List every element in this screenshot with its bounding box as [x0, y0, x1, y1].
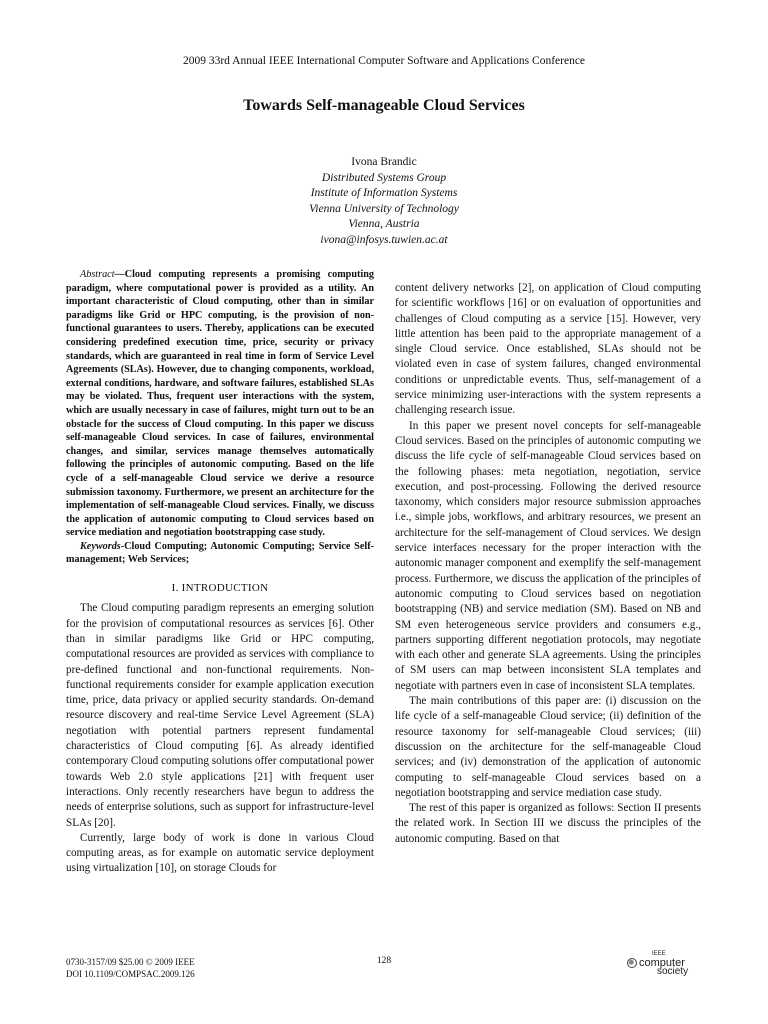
- abstract-text: —Cloud computing represents a promising computing paradigm, where computational power is provided as a utility. An important characteristic of Cloud computing, other than in similar paradigms like Grid or HPC computing, is the provision of non-functional guarantees to users. Thereby, applications can be executed considering predefined execution time, price, security or privacy standards, which are guaranteed in real time in form of Service Level Agreements (SLAs). However, due to changing components, workload, external conditions, hardware, and software failures, established SLAs may be violated. Thus, frequent user interactions with the system, which are usually necessary in case of failures, might turn out to be an obstacle for the success of Cloud computing. In this paper we discuss self-manageable Cloud services. In case of failures, environmental changes, and similar, services manage themselves automatically following the principles of autonomic computing. Based on the life cycle of a self-manageable Cloud service we derive a resource submission taxonomy. Furthermore, we present an architecture for the implementation of self-manageable Cloud services. Finally, we discuss the application of autonomic computing to Cloud services based on service mediation and negotiation bootstrapping case study.: [66, 269, 374, 539]
- author-name: Ivona Brandic: [351, 156, 417, 168]
- author-city: Vienna, Austria: [348, 218, 420, 230]
- right-paragraph-3: The main contributions of this paper are: (i) discussion on the life cycle of a self-manageable Cloud service; (ii) definition of the resource taxonomy for self-manageable Cloud services; (iii) discussion on the architecture for the self-manageable Cloud services; and (iv) demonstration of the application of autonomic computing to self-manageable Cloud services based on a negotiation bootstrapping and service mediation case study.: [395, 695, 701, 799]
- author-block: [0, 155, 768, 248]
- computer-society-logo: [627, 951, 707, 981]
- logo-computer-text: computer: [639, 957, 685, 969]
- right-paragraph-2: In this paper we present novel concepts for self-manageable Cloud services. Based on the principles of autonomic computing we discuss the life cycle of self-manageable Cloud services based on the following phases: meta negotiation, negotiation, service execution, and post-processing. Following the derived resource taxonomy, which considers major resource submission approaches i.e., simple jobs, workflows, and arbitrary resources, we present an architecture for the self-management of Cloud services. We design service interfaces necessary for the proper interaction with the autonomic manager component and exemplify the self-management process. Furthermore, we discuss the application of the principles of autonomic computing to Cloud services based on negotiation bootstrapping (NB) and service mediation (SM). Based on NB and SM even heterogeneous service providers and consumers e.g., partners supporting different negotiation protocols, may negotiate with each other and generate SLA agreements. Using the principles of SM users can map between inconsistent SLA templates and negotiate with partners even in case of inconsistent SLA templates.: [395, 419, 701, 692]
- keywords-text: -Cloud Computing; Autonomic Computing; Service Self-management; Web Services;: [66, 540, 374, 566]
- logo-society-text: society: [657, 966, 689, 977]
- author-email: ivona@infosys.tuwien.ac.at: [320, 233, 448, 246]
- doi-line: DOI 10.1109/COMPSAC.2009.126: [66, 969, 195, 979]
- intro-paragraph-1: The Cloud computing paradigm represents an emerging solution for the provision of computational resources as services [6]. Other than in similar paradigms like Grid or HPC computing, computational resources are provided as services with compliance to pre-defined functional and non-functional requirements. Non-functional requirements consider for example application execution time, price, data privacy or applied security standards. On-demand resource discovery and real-time Service Level Agreement (SLA) negotiation with potential partners represent fundamental characteristics of Cloud computing [6]. As already identified contemporary Cloud computing solutions offer computational power towards Web 2.0 style applications [21] with frequent user interactions. Only recently researchers have begun to address the needs of enterprise solutions, such as support for infrastructure-level SLAs [20].: [66, 602, 375, 829]
- section-heading: I. INTRODUCTION: [171, 582, 269, 595]
- conference-line: 2009 33rd Annual IEEE International Computer Software and Applications Conference: [182, 55, 586, 67]
- abstract: [66, 268, 374, 540]
- abstract-lead: Abstract: [80, 269, 115, 280]
- author-institute: Institute of Information Systems: [310, 187, 458, 199]
- right-paragraph-4: The rest of this paper is organized as follows: Section II presents the related work. In Section III we discuss the principles of the autonomic computing. Based on that: [395, 802, 701, 845]
- keywords-lead: Keywords: [80, 540, 121, 552]
- logo-ieee-text: IEEE: [652, 951, 666, 957]
- left-column: [66, 268, 374, 877]
- author-university: Vienna University of Technology: [309, 202, 459, 215]
- paper-title: Towards Self-manageable Cloud Services: [243, 97, 525, 114]
- copyright-line: 0730-3157/09 $25.00 © 2009 IEEE: [66, 957, 195, 967]
- page-number: 128: [376, 956, 392, 966]
- author-group: Distributed Systems Group: [321, 171, 447, 184]
- right-paragraph-1: content delivery networks [2], on application of Cloud computing for scientific workflows [16] or on evaluation of opportunities and challenges of Cloud computing as a service [15]. However, very little attention has been paid to the appropriate management of a single Cloud service. Once established, SLAs should not be violated even in case of system failures, changed environmental conditions or unpredictable events. Thus, self-management of a service minimizing user-interactions with the system represents a challenging research issue.: [395, 282, 701, 417]
- right-column: [395, 281, 701, 847]
- intro-paragraph-2: Currently, large body of work is done in various Cloud computing areas, as for example on automatic service deployment using virtualization [10], on storage Clouds for: [66, 831, 374, 875]
- globe-icon: [627, 958, 637, 968]
- keywords: [66, 540, 374, 567]
